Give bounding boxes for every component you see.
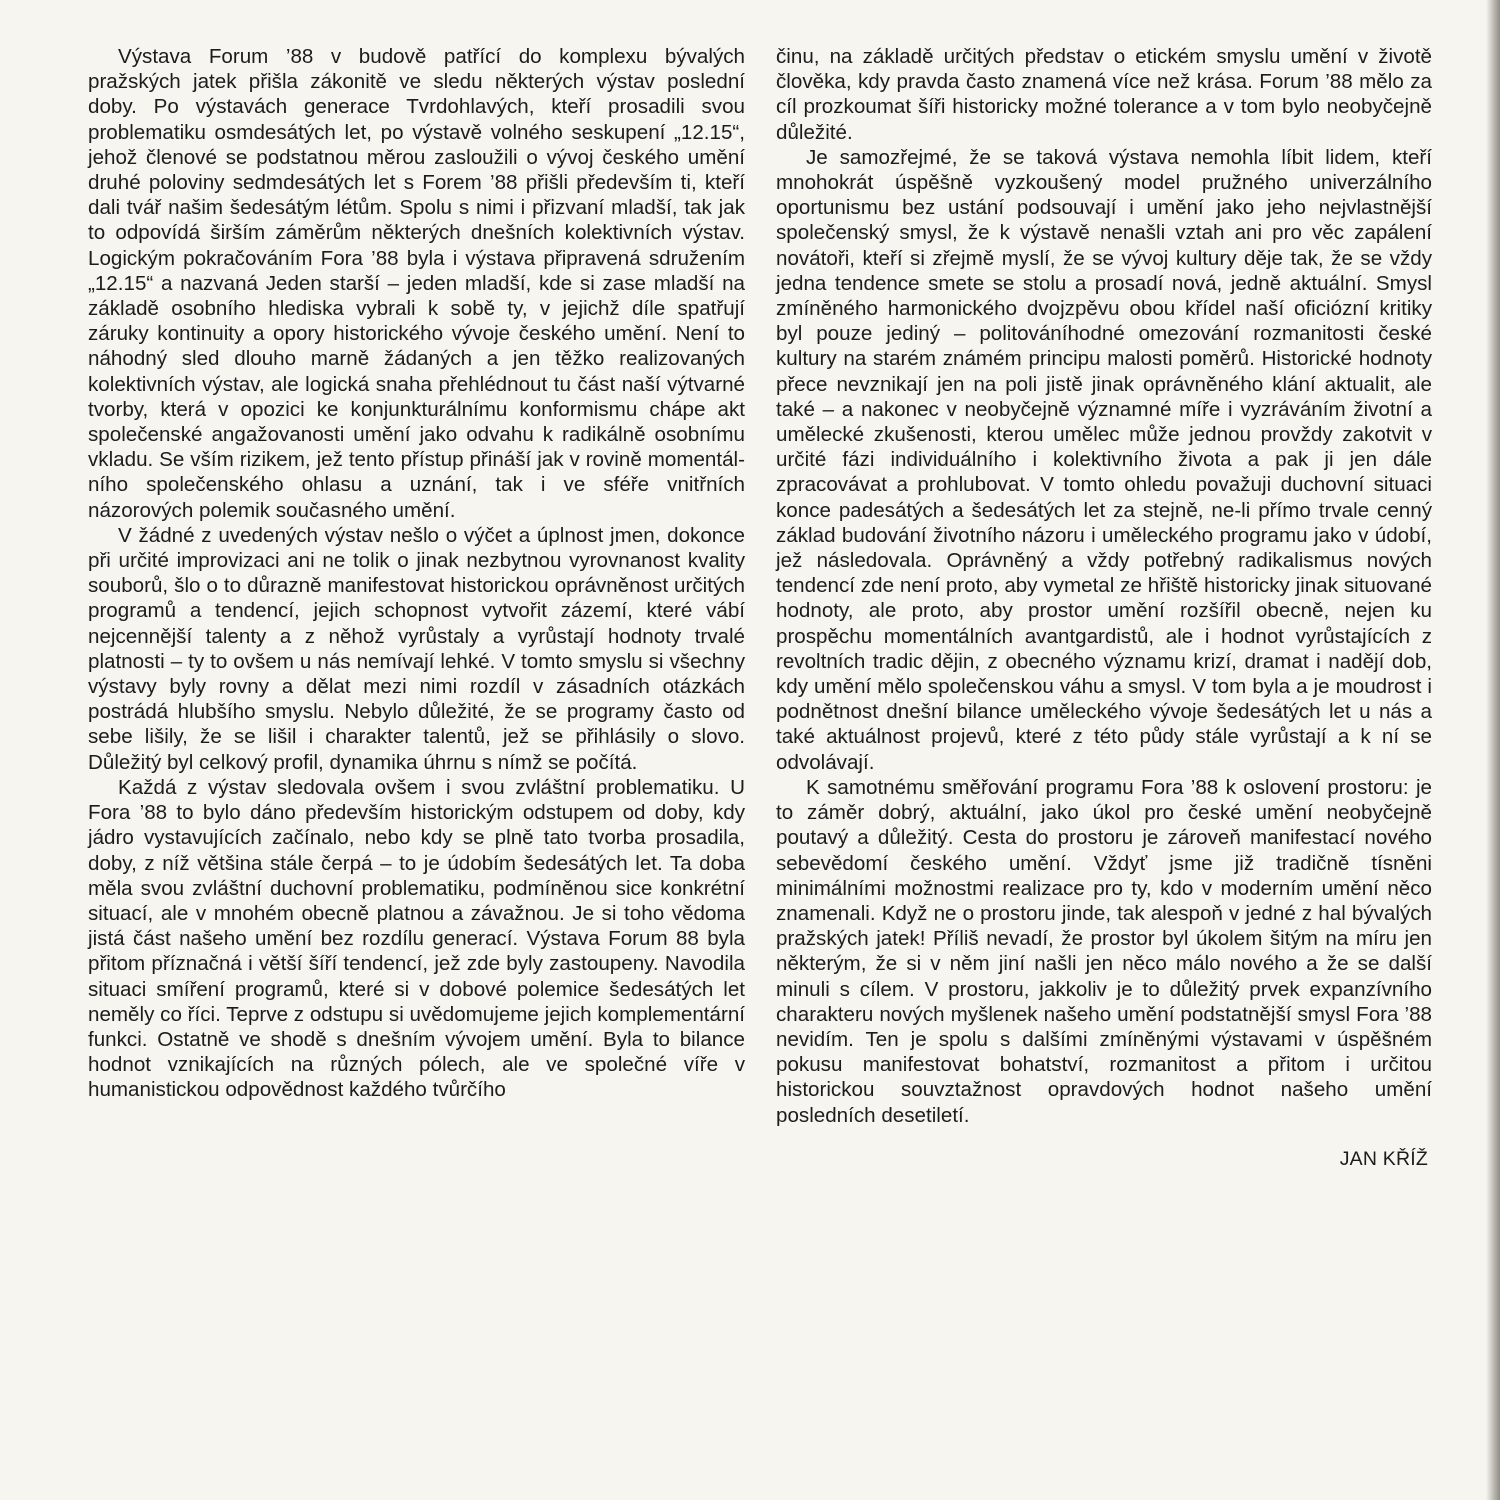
- page-edge-shadow: [1486, 0, 1500, 1500]
- article-paragraph: Je samozřejmé, že se taková výstava nemohla líbit lidem, kteří mnohokrát úspěšně vyzkoušený model pružného univerzálního oportunismu bez ustání podsouvají i umění jako jeho nejvlastnější společenský smysl, že k výstavě nenašli vztah ani pro věc zapálení novátoři, kteří si zřejmě myslí, že se vývoj kultury děje tak, že se vždy jedna tendence smete se stolu a prosadí nová, jedně aktuální. Smysl zmíněného harmonického dvojzpěvu obou křídel naší oficiózní kritiky byl pouze jediný – politováníhodné omezování rozmanitosti české kultury na starém známém principu malosti poměrů. Historické hodnoty přece nevznikají jen na poli jistě jinak oprávněného klání aktualit, ale také – a nakonec v neobyčejně významné míře i vyzráváním životní a umělecké zkušenosti, kterou umělec může jednou provždy zakotvit v určité fázi individuálního i kolektivního života a pak ji jen dále zpracovávat a prohlubovat. V tomto ohledu považuji duchovní situaci konce padesátých a šedesátých let za stejně, ne-li přímo trvale cenný základ budování životního názoru i uměleckého programu jako v údobí, jež následovala. Oprávněný a vždy potřebný radikalismus nových tendencí zde není proto, aby vymetal ze hřiště historicky jinak situované hodnoty, ale proto, aby prostor umění rozšířil obecně, nejen ku prospěchu momentálních avantgardistů, ale i hodnot vyrůstajících z revoltních tradic dějin, z obecného významu krizí, dramat i nadějí dob, kdy umění mělo společenskou váhu a smysl. V tom byla a je moudrost i podnětnost dnešní bilance uměleckého vývoje šedesátých let u nás a také aktuálnost projevů, které z této půdy stále vyrůstají a k ní se odvolávají.: [776, 145, 1432, 774]
- article-paragraph: K samotnému směřování programu Fora ’88 k oslovení prostoru: je to záměr dobrý, aktuální, jako úkol pro české umění neobyčejně poutavý a důležitý. Cesta do prostoru je zároveň manifestací nového sebevědomí českého umění. Vždyť jsme již tradičně tísněni minimálními možnostmi realizace pro ty, kdo v moderním umění něco znamenali. Když ne o prostoru jinde, tak alespoň v jedné z hal bývalých pražských jatek! Příliš nevadí, že prostor byl úkolem šitým na míru jen některým, že si v něm jiní našli jen něco málo nového a že se další minuli s cílem. V prostoru, jakkoliv je to důležitý prvek expanzívního charakteru nových myšlenek našeho umění podstatnější smysl Fora ’88 nevidím. Ten je spolu s dalšími zmíněnými výstavami v úspěšném pokusu manifestovat bohatství, rozmanitost a přitom i určitou historickou souvztažnost opravdových hodnot našeho umění posledních desetiletí.: [776, 775, 1432, 1127]
- article-paragraph: Výstava Forum ’88 v budově patřící do komplexu bývalých pražských jatek přišla zákonitě ve sledu některých výstav poslední doby. Po výstavách generace Tvrdohlavých, kteří prosadili svou problematiku osmdesátých let, po výstavě volného seskupení „12.15“, jehož členové se podstatnou měrou zasloužili o vývoj českého umění druhé poloviny sedmdesátých let s Forem ’88 přišli především ti, kteří dali tvář našim šedesátým létům. Spolu s nimi i přizvaní mladší, tak jak to odpovídá širším záměrům některých dnešních kolektivních výstav. Logickým pokračováním Fora ’88 byla i výstava připravená sdružením „12.15“ a nazvaná Jeden starší – jeden mladší, kde si zase mladší na základě osobního hlediska vybrali k sobě ty, v jejichž díle spatřují záruky kontinuity a opory historického vývoje českého umění. Není to náhodný sled dlouho marně žádaných a jen těžko realizovaných kolektivních výstav, ale logická snaha přehlédnout tu část naší výtvarné tvorby, která v opozici ke konjunkturálnímu konformismu chápe akt společenské angažovanosti umění jako odvahu k radikálně osobnímu vkladu. Se vším rizikem, jež tento přístup přináší jak v rovině momentálního společenského ohlasu a uznání, tak i ve sféře vnitřních názorových polemik současného umění.: [88, 45, 745, 522]
- article-paragraph-continued: činu, na základě určitých představ o etickém smyslu umění v životě člověka, kdy pravda často znamená více než krása. Forum ’88 mělo za cíl prozkoumat šíři historicky možné tolerance a v tom bylo neobyčejně důležité.: [776, 45, 1432, 144]
- article-paragraph: Každá z výstav sledovala ovšem i svou zvláštní problematiku. U Fora ’88 to bylo dáno především historickým odstupem od doby, kdy jádro vystavujících začínalo, nebo kdy se plně tato tvorba prosadila, doby, z níž většina stále čerpá – to je údobím šedesátých let. Ta doba měla svou zvláštní duchovní problematiku, podmíněnou sice konkrétní situací, ale v mnohém obecně platnou a závažnou. Je si toho vědoma jistá část našeho umění bez rozdílu generací. Výstava Forum 88 byla přitom příznačná i větší šíří tendencí, jež zde byly zastoupeny. Navodila situaci smíření programů, které si v dobové polemice šedesátých let neměly co říci. Teprve z odstupu si uvědomujeme jejich komplementární funkci. Ostatně ve shodě s dnešním vývojem umění. Byla to bilance hodnot vznikajících na různých pólech, ale ve společné víře v humanistickou odpovědnost každého tvůrčího: [88, 775, 745, 1102]
- left-text-column: [88, 44, 745, 1103]
- right-text-column: [776, 44, 1432, 1172]
- article-paragraph: V žádné z uvedených výstav nešlo o výčet a úplnost jmen, dokonce při určité improvizaci ani ne tolik o jinak nezbytnou vyrovnanost kvality souborů, šlo o to důrazně manifestovat historickou oprávněnost určitých programů a tendencí, jejich schopnost vytvořit zázemí, které vábí nejcennější talenty a z něhož vyrůstaly a vyrůstají hodnoty trvalé platnosti – ty to ovšem u nás nemívají lehké. V tomto smyslu si všechny výstavy byly rovny a dělat mezi nimi rozdíl v zásadních otázkách postrádá hlubšího smyslu. Nebylo důležité, že se programy často od sebe lišily, že se lišil i charakter talentů, jež se přihlásily o slovo. Důležitý byl celkový profil, dynamika úhrnu s nímž se počítá.: [88, 523, 745, 774]
- author-signature: JAN KŘÍŽ: [1339, 1147, 1428, 1170]
